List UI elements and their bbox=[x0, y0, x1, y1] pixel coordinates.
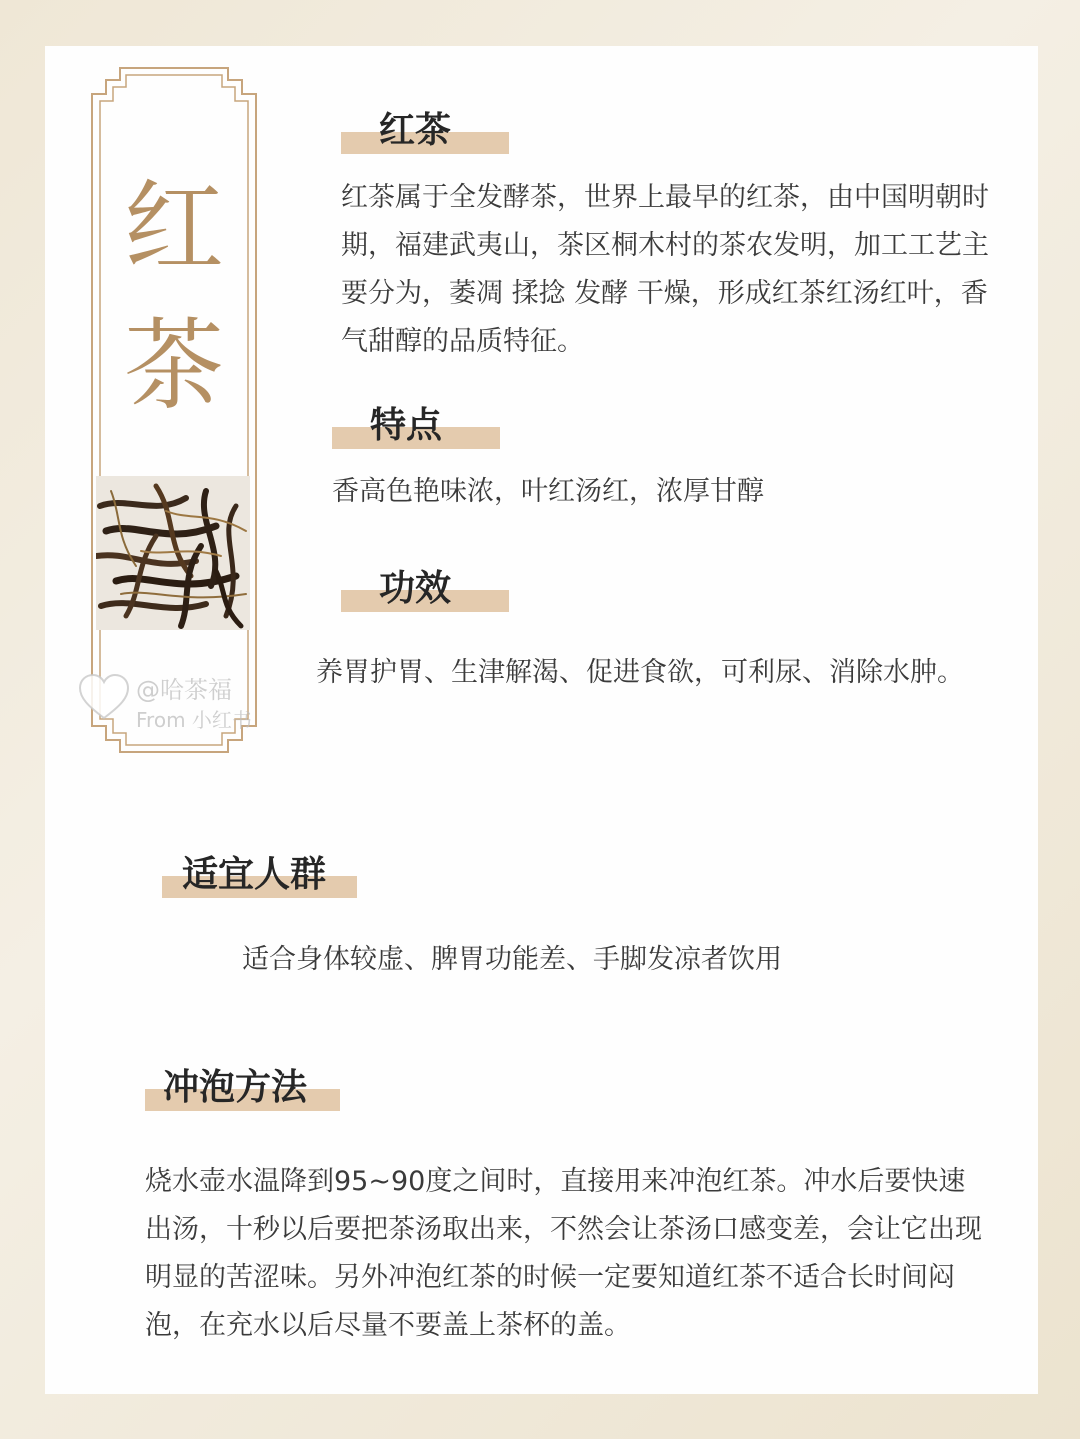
watermark-source: From 小红书 bbox=[136, 708, 252, 732]
tea-leaves-image bbox=[96, 476, 250, 630]
benefits-heading bbox=[341, 556, 509, 612]
brewing-text: 烧水壶水温降到95~90度之间时，直接用来冲泡红茶。冲水后要快速出汤，十秒以后要把茶汤取出来，不然会让茶汤口感变差，会让它出现明显的苦涩味。另外冲泡红茶的时候一定要知道红茶不适合长时间闷泡，在充水以后尽量不要盖上茶杯的盖。 bbox=[145, 1166, 982, 1341]
benefits-heading-label: 功效 bbox=[379, 567, 452, 609]
features-text: 香高色艳味浓，叶红汤红，浓厚甘醇 bbox=[332, 476, 764, 507]
watermark-logo-icon bbox=[78, 672, 130, 724]
intro-text: 红茶属于全发酵茶，世界上最早的红茶，由中国明朝时期，福建武夷山，茶区桐木村的茶农发明，加工工艺主要分为，萎凋 揉捻 发酵 干燥，形成红茶红汤红叶，香气甜醇的品质特征。 bbox=[341, 182, 989, 357]
brewing-heading bbox=[145, 1055, 340, 1111]
intro-heading bbox=[341, 98, 509, 154]
poster-title-char-2: 茶 bbox=[124, 307, 224, 424]
features-heading bbox=[332, 393, 500, 449]
watermark-handle: @哈茶福 bbox=[136, 676, 232, 704]
tea-leaves-illustration bbox=[96, 476, 250, 630]
suitable-text: 适合身体较虚、脾胃功能差、手脚发凉者饮用 bbox=[242, 944, 782, 975]
benefits-text: 养胃护胃、生津解渴、促进食欲，可利尿、消除水肿。 bbox=[316, 657, 964, 688]
suitable-heading-label: 适宜人群 bbox=[182, 853, 327, 895]
suitable-heading bbox=[162, 842, 357, 898]
brewing-heading-label: 冲泡方法 bbox=[163, 1066, 308, 1108]
intro-heading-label: 红茶 bbox=[379, 109, 452, 151]
features-heading-label: 特点 bbox=[370, 404, 443, 446]
watermark bbox=[78, 672, 278, 742]
poster-title-char-1: 红 bbox=[124, 169, 224, 286]
